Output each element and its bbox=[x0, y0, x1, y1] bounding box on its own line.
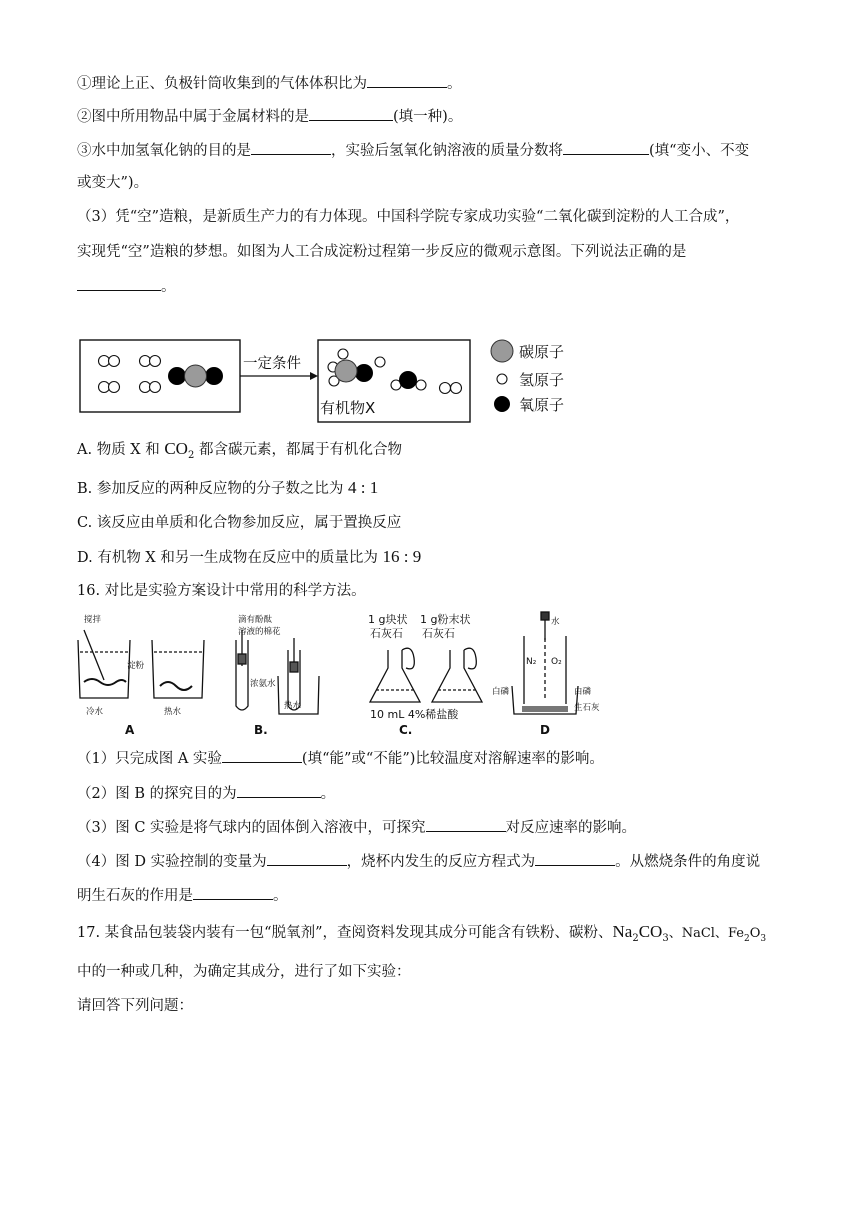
q15-item-3-hint: (填“变小、不变 bbox=[649, 143, 750, 159]
q16-title: 16. 对比是实验方案设计中常用的科学方法。 bbox=[77, 583, 366, 599]
q15-part-3-end: 。 bbox=[161, 279, 176, 295]
na-formula: Na bbox=[612, 922, 633, 941]
fig-d-white-phosphorus-left: 白磷 bbox=[492, 687, 510, 697]
fig-a-cold-label: 冷水 bbox=[86, 707, 104, 717]
q16-part-4-end: 。 bbox=[273, 888, 288, 904]
option-a-text: A. 物质 X 和 bbox=[77, 442, 165, 458]
fig-d-n2-label: N₂ bbox=[526, 657, 537, 667]
q16-part-2-text: （2）图 B 的探究目的为 bbox=[77, 786, 237, 802]
q16-part-4-cont-text: 明生石灰的作用是 bbox=[77, 888, 193, 904]
co2-subscript: 2 bbox=[187, 449, 195, 461]
answer-blank[interactable] bbox=[251, 140, 331, 155]
reaction-condition: 一定条件 bbox=[243, 356, 301, 372]
q17-line-3: 请回答下列问题： bbox=[77, 998, 193, 1014]
figure-d bbox=[512, 612, 578, 714]
q16-part-4-hint: 。从燃烧条件的角度说 bbox=[615, 854, 761, 870]
q16-part-3 bbox=[77, 817, 636, 838]
q15-part-3-line-3 bbox=[77, 276, 176, 297]
q16-part-4 bbox=[77, 851, 760, 872]
balloon-right bbox=[464, 648, 476, 669]
q15-item-2-text: ②图中所用物品中属于金属材料的是 bbox=[77, 109, 309, 125]
option-b bbox=[77, 478, 378, 499]
option-a-text-2: 都含碳元素，都属于有机化合物 bbox=[194, 442, 402, 458]
q15-item-2 bbox=[77, 106, 462, 127]
q15-item-1 bbox=[77, 73, 462, 94]
q16-part-3-end: 对反应速率的影响。 bbox=[505, 820, 637, 836]
fig-a-hot-label: 热水 bbox=[164, 707, 182, 717]
figure-c bbox=[370, 648, 482, 702]
legend-hydrogen: 氢原子 bbox=[519, 371, 565, 389]
co-subscript: 3 bbox=[662, 932, 669, 944]
q16-part-1 bbox=[77, 748, 604, 769]
fig-c-acid-label: 10 mL 4%稀盐酸 bbox=[370, 708, 459, 721]
answer-blank[interactable] bbox=[267, 851, 347, 866]
figure-b bbox=[236, 630, 319, 714]
co-formula: CO bbox=[638, 922, 663, 941]
fig-c-left-label-1: 1 g块状 bbox=[368, 613, 408, 626]
reaction-diagram bbox=[70, 330, 590, 430]
q15-part-3-line-2: 实现凭“空”造粮的梦想。如图为人工合成淀粉过程第一步反应的微观示意图。下列说法正确的是 bbox=[77, 244, 687, 260]
product-label: 有机物X bbox=[320, 399, 376, 417]
beaker-cold bbox=[78, 640, 130, 698]
q15-item-1-end: 。 bbox=[447, 76, 462, 92]
stir-rod bbox=[84, 630, 104, 680]
option-c: C. 该反应由单质和化合物参加反应，属于置换反应 bbox=[77, 515, 402, 531]
fig-b-cotton-label-2: 溶液的棉花 bbox=[238, 627, 281, 637]
fe-subscript: 2 bbox=[743, 933, 750, 944]
fig-b-label: B. bbox=[254, 723, 268, 737]
q16-part-1-text: （1）只完成图 A 实验 bbox=[77, 751, 222, 767]
q17-text-mid: 、NaCl、 bbox=[668, 926, 728, 941]
balloon-left bbox=[402, 648, 414, 669]
answer-blank[interactable] bbox=[563, 140, 649, 155]
q16-part-4-cont bbox=[77, 885, 288, 906]
q15-item-1-text: ①理论上正、负极针筒收集到的气体体积比为 bbox=[77, 76, 367, 92]
answer-blank[interactable] bbox=[77, 276, 161, 291]
q15-item-3-mid: ，实验后氢氧化钠溶液的质量分数将 bbox=[331, 143, 563, 159]
q16-part-4-mid: ，烧杯内发生的反应方程式为 bbox=[346, 854, 536, 870]
fig-d-label: D bbox=[540, 723, 550, 737]
o-formula: O bbox=[749, 926, 761, 941]
option-b-ratio: 4 : 1 bbox=[347, 478, 379, 497]
q15-item-3-text: ③水中加氢氧化钠的目的是 bbox=[77, 143, 251, 159]
fig-b-ammonia-label: 浓氨水 bbox=[250, 679, 276, 689]
q16-part-4-text: （4）图 D 实验控制的变量为 bbox=[77, 854, 267, 870]
option-d-text: D. 有机物 X 和另一生成物在反应中的质量比为 bbox=[77, 550, 383, 566]
fig-b-cotton-label-1: 滴有酚酞 bbox=[238, 615, 273, 625]
answer-blank[interactable] bbox=[535, 851, 615, 866]
fig-c-label: C. bbox=[399, 723, 413, 737]
answer-blank[interactable] bbox=[309, 106, 393, 121]
q15-item-3-cont: 或变大”)。 bbox=[77, 175, 149, 191]
answer-blank[interactable] bbox=[426, 817, 506, 832]
answer-blank[interactable] bbox=[237, 783, 321, 798]
fig-d-o2-label: O₂ bbox=[551, 657, 562, 667]
na-subscript: 2 bbox=[632, 932, 639, 944]
legend-carbon: 碳原子 bbox=[519, 343, 565, 361]
fig-c-right-label-2: 石灰石 bbox=[422, 627, 455, 640]
flask-right bbox=[432, 650, 482, 702]
o-subscript: 3 bbox=[760, 933, 767, 944]
option-b-text: B. 参加反应的两种反应物的分子数之比为 bbox=[77, 481, 348, 497]
carbon-atom-icon bbox=[491, 340, 513, 362]
q16-part-2-end: 。 bbox=[320, 786, 336, 802]
q15-item-3 bbox=[77, 140, 749, 161]
q16-part-3-text: （3）图 C 实验是将气球内的固体倒入溶液中，可探究 bbox=[77, 820, 426, 836]
q16-part-1-end: (填“能”或“不能”)比较温度对溶解速率的影响。 bbox=[301, 751, 604, 767]
option-d-ratio: 16 : 9 bbox=[382, 547, 422, 566]
q17-text: 17. 某食品包装袋内装有一包“脱氧剂”，查阅资料发现其成分可能含有铁粉、碳粉、 bbox=[77, 925, 613, 941]
q16-part-2 bbox=[77, 783, 335, 804]
answer-blank[interactable] bbox=[222, 748, 302, 763]
fig-c-right-label-1: 1 g粉末状 bbox=[420, 613, 471, 626]
fe-formula: Fe bbox=[727, 926, 744, 941]
q17-line-1 bbox=[77, 922, 766, 949]
fig-c-left-label-2: 石灰石 bbox=[370, 627, 403, 640]
hydrogen-atom-icon bbox=[497, 374, 507, 384]
fig-d-white-phosphorus-right: 白磷 bbox=[574, 687, 592, 697]
q15-item-2-end: (填一种)。 bbox=[393, 109, 463, 125]
answer-blank[interactable] bbox=[367, 73, 447, 88]
q17-line-2: 中的一种或几种，为确定其成分，进行了如下实验： bbox=[77, 964, 411, 980]
arrow-head bbox=[310, 372, 318, 380]
fig-b-hot-label: 热水 bbox=[284, 701, 302, 711]
answer-blank[interactable] bbox=[193, 885, 273, 900]
fig-a-substance-label: 淀粉 bbox=[127, 661, 145, 671]
co2-molecule bbox=[168, 365, 223, 387]
fig-d-water-label: 水 bbox=[551, 617, 560, 627]
fig-a-label: A bbox=[125, 723, 135, 737]
fig-a-stir-label: 搅拌 bbox=[84, 615, 102, 625]
experiment-figures bbox=[70, 610, 670, 740]
option-d bbox=[77, 547, 421, 568]
fig-d-lime-label: 生石灰 bbox=[574, 703, 600, 713]
oxygen-atom-icon bbox=[494, 396, 510, 412]
legend-oxygen: 氧原子 bbox=[519, 396, 565, 414]
q15-part-3-line-1: （3）凭“空”造粮，是新质生产力的有力体现。中国科学院专家成功实验“二氧化碳到淀粉的人工合成”， bbox=[77, 209, 740, 225]
flask-left bbox=[370, 650, 420, 702]
co2-formula: CO bbox=[164, 439, 188, 458]
beaker-hot bbox=[152, 640, 204, 698]
option-a bbox=[77, 439, 402, 466]
